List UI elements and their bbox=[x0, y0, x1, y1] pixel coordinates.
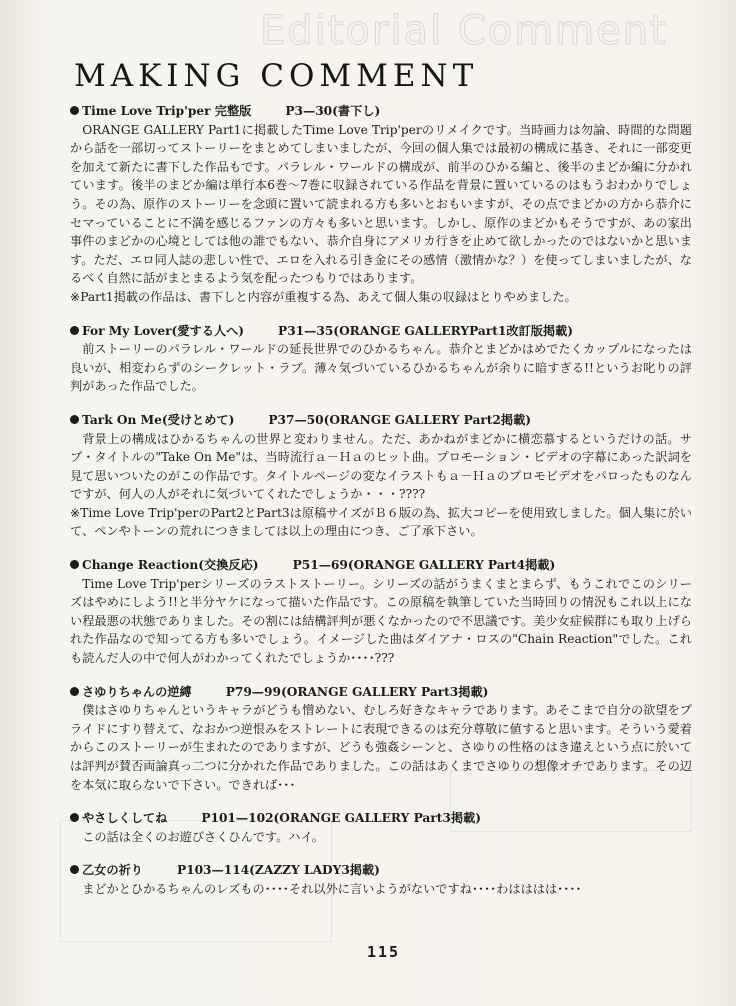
section-title: やさしくしてね bbox=[82, 811, 168, 826]
section-body: 僕はさゆりちゃんというキャラがどうも憎めない、むしろ好きなキャラであります。あそこまで自分の欲望をプライドにすり替えて、なおかつ逆恨みをストレートに表現できるのは充分尊敬に値すると思います。そういう愛着からこのストーリーが生まれたのでありますが、どうも強姦シーンと、さゆりの性格のはき違えという点に於いては評判が賛否両論真っ二つに分かれた作品でありました。この話はあくまでさゆりの想像オチであります。その辺を本気に取らないで下さい。できれば･･･ bbox=[70, 703, 692, 792]
section-note: ※Time Love Trip'perのPart2とPart3は原稿サイズがＢ６版の為、拡大コピーを使用致しました。個人集に於いて、ペンやトーンの荒れにつきましては以上の理由につき、ご了承下さい。 bbox=[70, 505, 692, 539]
bullet-icon bbox=[70, 687, 79, 696]
section-heading bbox=[70, 322, 692, 341]
section-body: ORANGE GALLERY Part1に掲載したTime Love Trip'perのリメイクです。当時画力は勿論、時間的な問題から話を一部切ってストーリーをまとめてしまいましたが、今回の個人集では最初の構成に基き、それに一部変更を加えて新たに書下した作品もです。パラレル・ワールドの構成が、前半のひかる編と、後半のまどか編に分かれています。後半のまどか編は単行本6巻～7巻に収録されている作品を背景に置いているのはもうおわかりでしょう。その為、原作のストーリーを念頭に置いて読まれる方も多いとおもいますが、その点でまどかの方から恭介にセマっていることに不満を感じるファンの方々も多いと思います。しかし、原作のまどかもそうですが、あの家出事件のまどかの心境としては他の誰でもない、恭介自身にアメリカ行きを止めて欲しかったのではないかと思います。ただ、エロ同人誌の悲しい性で、エロを入れる引き金にその感情（激情かな？）を使ってしまいましたが、なるべく自然に話がまとまるよう気を配ったつもりではあります。 bbox=[70, 122, 692, 286]
bleed-through-title: Editorial Comment bbox=[260, 8, 668, 54]
bullet-icon bbox=[70, 106, 79, 115]
section-page-ref: P79—99(ORANGE GALLERY Part3掲載) bbox=[225, 684, 489, 699]
bullet-icon bbox=[70, 326, 79, 335]
section-heading bbox=[70, 102, 692, 121]
section-heading bbox=[70, 809, 692, 828]
section-title: 乙女の祈り bbox=[82, 863, 143, 878]
comment-section bbox=[70, 861, 692, 898]
section-page-ref: P101—102(ORANGE GALLERY Part3掲載) bbox=[201, 811, 481, 826]
bullet-icon bbox=[70, 865, 79, 874]
bullet-icon bbox=[70, 813, 79, 822]
section-title: Time Love Trip'per 完整版 bbox=[82, 104, 252, 118]
section-title: さゆりちゃんの逆縛 bbox=[82, 684, 192, 699]
section-body: まどかとひかるちゃんのレズもの････それ以外に言いようがないですね････わはははは････ bbox=[82, 881, 582, 896]
section-body: Time Love Trip'perシリーズのラストストーリー。シリーズの話がうまくまとまらず、もうこれでこのシリーズはやめにしよう!!と半分ヤケになって描いた作品です。この原稿を執筆していた当時回りの情況もこれ以上にない程最悪の状態でありました。その割には結構評判が悪くなかったので不思議です。美少女症候群にも取り上げられた作品なので知ってる方も多いでしょう。イメージした曲はダイアナ・ロスの"Chain Reaction"でした。これも読んだ人の中で何人がわかってくれたでしょうか････??? bbox=[70, 576, 692, 666]
comment-section bbox=[70, 102, 692, 307]
section-title: For My Lover(愛する人へ) bbox=[82, 323, 245, 338]
bullet-icon bbox=[70, 560, 79, 569]
section-heading bbox=[70, 411, 692, 430]
comment-section bbox=[70, 322, 692, 396]
comment-section bbox=[70, 411, 692, 541]
section-title: Tark On Me(受けとめて) bbox=[82, 412, 235, 427]
section-body: この話は全くのお遊びさくひんです。ハイ。 bbox=[82, 829, 324, 844]
section-page-ref: P31—35(ORANGE GALLERYPart1改訂版掲載) bbox=[278, 323, 574, 338]
section-body: 背景上の構成はひかるちゃんの世界と変わりません。ただ、あかねがまどかに横恋慕するというだけの話。サブ・タイトルの"Take On Me"は、当時流行ａ－Ｈａのヒット曲。プロモーション・ビデオの字幕にあった訳詞を見て思いついたのがこの作品です。タイトルページの変なイラストもａ－Ｈａのプロモビデオをパロったものなんですが、何人の人がそれに気づいてくれたでしょうか・・・???? bbox=[70, 431, 692, 502]
comment-section bbox=[70, 556, 692, 668]
section-heading bbox=[70, 683, 692, 702]
bullet-icon bbox=[70, 415, 79, 424]
section-page-ref: P3—30(書下し) bbox=[285, 104, 381, 118]
section-page-ref: P103—114(ZAZZY LADY3掲載) bbox=[176, 863, 380, 878]
section-note: ※Part1掲載の作品は、書下しと内容が重複する為、あえて個人集の収録はとりやめました。 bbox=[70, 289, 577, 304]
comment-section bbox=[70, 809, 692, 846]
section-page-ref: P37—50(ORANGE GALLERY Part2掲載) bbox=[268, 412, 532, 427]
comment-section bbox=[70, 683, 692, 795]
page-title: MAKING COMMENT bbox=[74, 58, 479, 94]
page-number: 115 bbox=[367, 943, 401, 961]
section-heading bbox=[70, 556, 692, 575]
section-heading bbox=[70, 861, 692, 880]
section-title: Change Reaction(交換反応) bbox=[82, 558, 259, 573]
comment-content bbox=[70, 102, 692, 914]
section-body: 前ストーリーのパラレル・ワールドの延長世界でのひかるちゃん。恭介とまどかはめでたくカップルになったは良いが、相変わらずのシークレット・ラブ。薄々気づいているひかるちゃんが余りに暗すぎる!!というお叱りの評判があった作品でした。 bbox=[70, 342, 692, 394]
section-page-ref: P51—69(ORANGE GALLERY Part4掲載) bbox=[292, 558, 556, 573]
